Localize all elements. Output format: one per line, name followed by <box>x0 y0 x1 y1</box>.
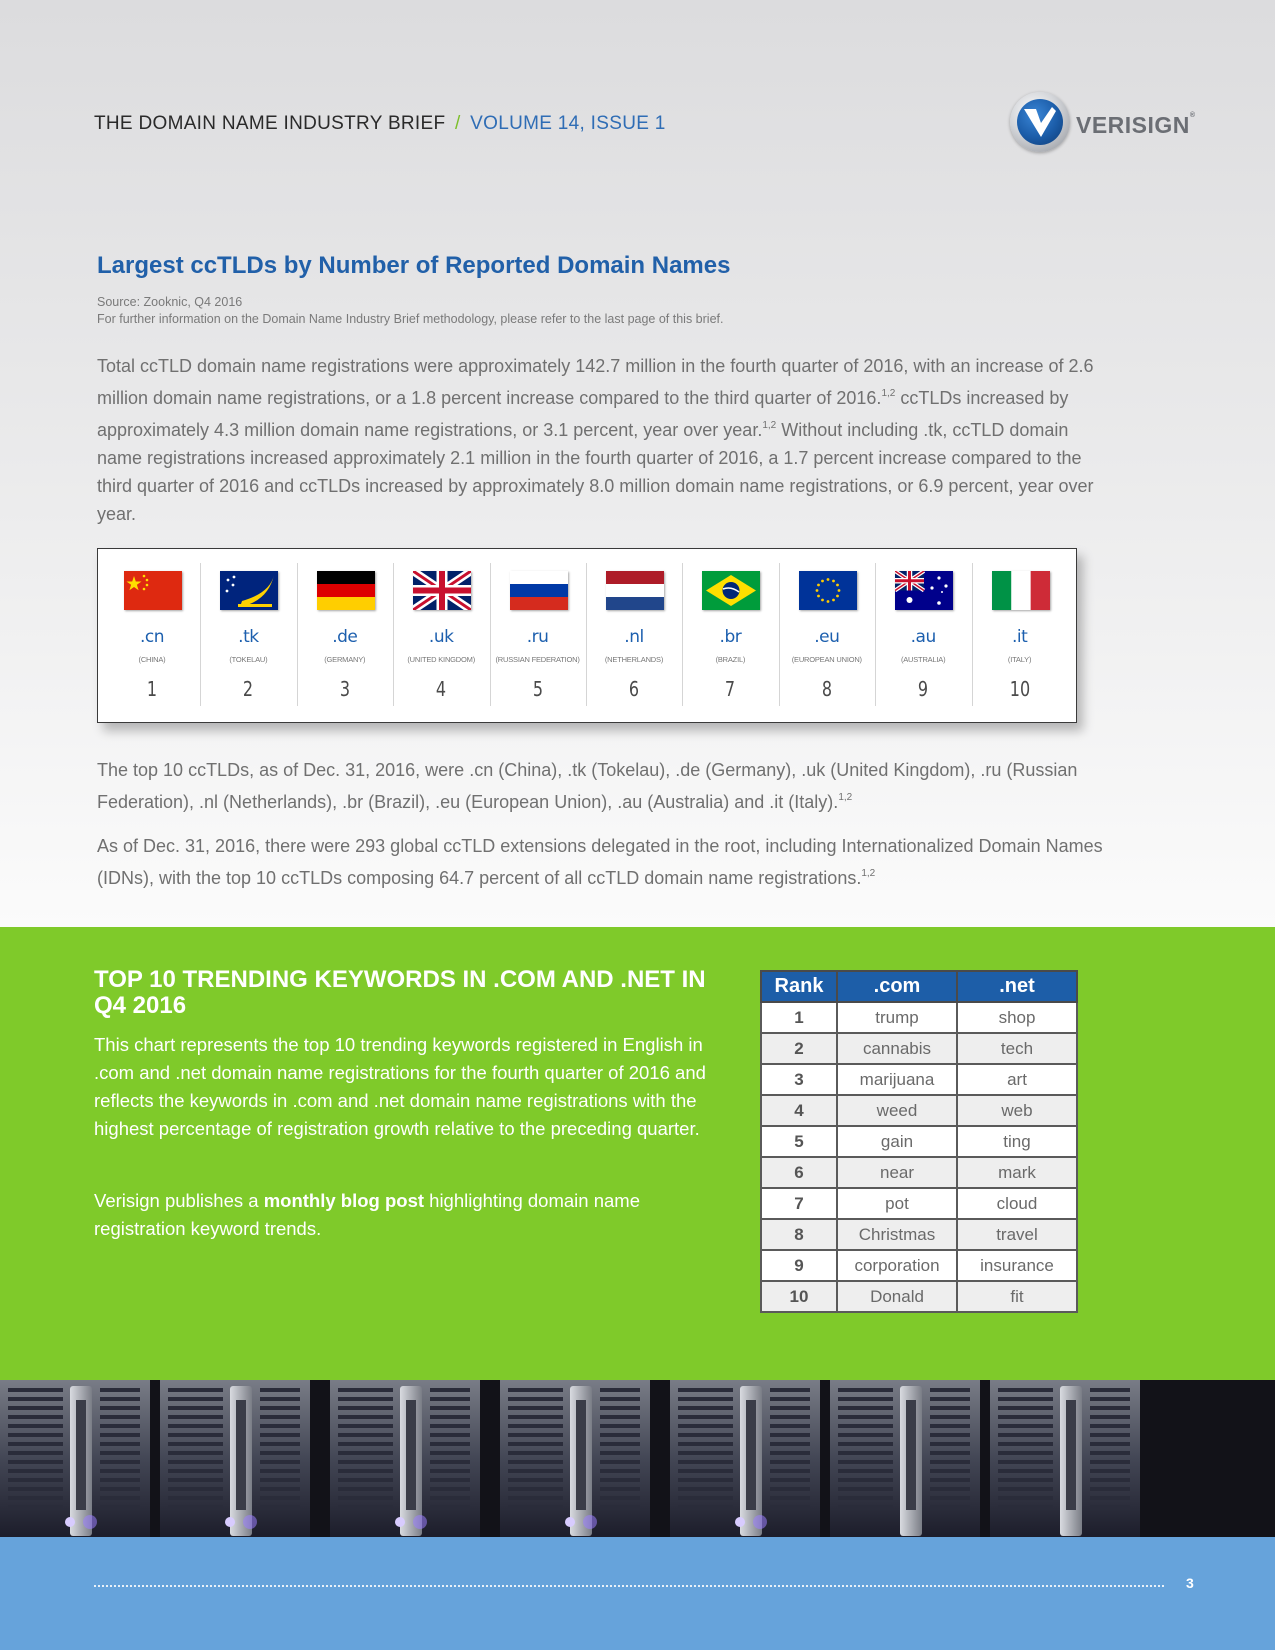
logo-registered-mark: ® <box>1189 112 1196 119</box>
table-row <box>761 1095 1077 1126</box>
source-note <box>97 294 723 328</box>
column-divider <box>682 563 683 706</box>
cctld-rank: 9 <box>918 677 929 701</box>
cctld-item <box>875 563 971 706</box>
footnote-ref: 1,2 <box>861 868 876 879</box>
net-keyword-cell: art <box>957 1064 1077 1095</box>
cctld-extension: .de <box>332 627 358 647</box>
server-rack-illustration <box>0 1380 1275 1537</box>
net-keyword-cell: cloud <box>957 1188 1077 1219</box>
server-rack-photo <box>0 1380 1275 1537</box>
column-divider <box>779 563 780 706</box>
cctld-rank: 4 <box>436 677 447 701</box>
com-keyword-cell: gain <box>837 1126 957 1157</box>
column-header-com: .com <box>837 971 957 1002</box>
top10-paragraph <box>97 756 1117 816</box>
section-title: Largest ccTLDs by Number of Reported Domain Names <box>97 252 731 279</box>
rank-cell: 9 <box>761 1250 837 1281</box>
cctld-item <box>200 563 296 706</box>
cctld-country: (UNITED KINGDOM) <box>407 655 475 664</box>
brief-header <box>94 113 666 135</box>
trending-title: TOP 10 TRENDING KEYWORDS IN .COM AND .NET IN Q4 2016 <box>94 966 706 1019</box>
column-header-net: .net <box>957 971 1077 1002</box>
logo-wordmark: VERISIGN <box>1076 112 1190 138</box>
monthly-blog-post-link[interactable]: monthly blog post <box>263 1190 425 1211</box>
com-keyword-cell: near <box>837 1157 957 1188</box>
paragraph-text: The top 10 ccTLDs, as of Dec. 31, 2016, were .cn (China), .tk (Tokelau), .de (Germany), .uk (United Kingdom), .ru (Russian Federation), .nl (Netherlands), .br (Brazil), .eu (European Union), .au (Australia) and .it (Italy). <box>97 760 1078 812</box>
com-keyword-cell: Christmas <box>837 1219 957 1250</box>
cctld-rank: 6 <box>628 677 640 701</box>
footnote-ref: 1,2 <box>838 792 853 803</box>
cctld-item <box>586 563 682 706</box>
footnote-ref: 1,2 <box>762 420 777 431</box>
cctld-ranking-panel <box>97 548 1077 723</box>
com-keyword-cell: marijuana <box>837 1064 957 1095</box>
table-row <box>761 1281 1077 1312</box>
cctld-rank: 8 <box>821 677 832 701</box>
rank-cell: 1 <box>761 1002 837 1033</box>
net-keyword-cell: ting <box>957 1126 1077 1157</box>
table-row <box>761 1188 1077 1219</box>
table-row <box>761 1064 1077 1095</box>
cctld-country: (CHINA) <box>138 655 166 664</box>
paragraph-text: As of Dec. 31, 2016, there were 293 global ccTLD extensions delegated in the root, including Internationalized Domain Names (IDNs), with the top 10 ccTLDs composing 64.7 percent of all ccTLD domain name registrations. <box>97 836 1103 888</box>
dotted-rule <box>94 1585 1164 1587</box>
cctld-country: (GERMANY) <box>324 655 366 664</box>
cctld-rank: 5 <box>532 677 543 701</box>
table-row <box>761 1219 1077 1250</box>
source-line: Source: Zooknic, Q4 2016 <box>97 295 243 309</box>
column-header-rank: Rank <box>761 971 837 1002</box>
net-keyword-cell: mark <box>957 1157 1077 1188</box>
table-row <box>761 1126 1077 1157</box>
page-footer <box>0 1537 1275 1650</box>
net-keyword-cell: shop <box>957 1002 1077 1033</box>
cctld-item <box>393 563 489 706</box>
com-keyword-cell: trump <box>837 1002 957 1033</box>
table-header-row <box>761 971 1077 1002</box>
cctld-rank: 10 <box>1009 677 1030 701</box>
com-keyword-cell: pot <box>837 1188 957 1219</box>
italy-flag-icon <box>992 571 1050 610</box>
com-keyword-cell: weed <box>837 1095 957 1126</box>
cctld-item <box>104 563 200 706</box>
extensions-paragraph <box>97 832 1117 892</box>
brazil-flag-icon <box>702 571 760 610</box>
cctld-extension: .nl <box>624 627 644 647</box>
rank-cell: 3 <box>761 1064 837 1095</box>
page-number: 3 <box>1186 1575 1194 1591</box>
trending-keywords-section <box>0 927 1275 1380</box>
russia-flag-icon <box>510 571 568 610</box>
cctld-country: (AUSTRALIA) <box>900 655 946 664</box>
com-keyword-cell: cannabis <box>837 1033 957 1064</box>
cctld-item <box>682 563 778 706</box>
blog-note-text: Verisign publishes a <box>94 1190 264 1211</box>
column-divider <box>393 563 394 706</box>
net-keyword-cell: insurance <box>957 1250 1077 1281</box>
blog-note-text: highlighting domain name registration keyword trends. <box>94 1190 640 1239</box>
cctld-item <box>972 563 1068 706</box>
cctld-extension: .br <box>719 627 742 647</box>
methodology-line: For further information on the Domain Name Industry Brief methodology, please refer to the last page of this brief. <box>97 312 724 326</box>
column-divider <box>200 563 201 706</box>
cctld-extension: .eu <box>814 627 840 647</box>
cctld-item <box>490 563 586 706</box>
footnote-ref: 1,2 <box>881 388 896 399</box>
paragraph-text: Without including .tk, ccTLD domain name registrations increased approximately 2.1 million in the fourth quarter of 2016, a 1.7 percent increase compared to the third quarter of 2016 and ccTLDs increased by approximately 8.0 million domain name registrations, or 6.9 percent, year over year. <box>97 420 1094 524</box>
cctld-extension: .it <box>1011 627 1028 647</box>
cctld-extension: .uk <box>428 627 454 647</box>
registrations-paragraph <box>97 352 1117 528</box>
rank-cell: 10 <box>761 1281 837 1312</box>
cctld-rank: 2 <box>243 677 254 701</box>
column-divider <box>875 563 876 706</box>
column-divider <box>972 563 973 706</box>
cctld-rank: 7 <box>725 677 736 701</box>
column-divider <box>297 563 298 706</box>
table-row <box>761 1002 1077 1033</box>
cctld-rank: 3 <box>339 677 350 701</box>
com-keyword-cell: corporation <box>837 1250 957 1281</box>
australia-flag-icon <box>895 571 953 610</box>
blog-note <box>94 1187 714 1243</box>
netherlands-flag-icon <box>606 571 664 610</box>
issue-label: VOLUME 14, ISSUE 1 <box>470 113 666 134</box>
cctld-country: (BRAZIL) <box>715 655 746 664</box>
table-row <box>761 1157 1077 1188</box>
cctld-extension: .au <box>910 627 936 647</box>
rank-cell: 7 <box>761 1188 837 1219</box>
cctld-country: (NETHERLANDS) <box>604 655 664 664</box>
uk-flag-icon <box>413 571 471 610</box>
tokelau-flag-icon <box>220 571 278 610</box>
column-divider <box>586 563 587 706</box>
rank-cell: 8 <box>761 1219 837 1250</box>
net-keyword-cell: travel <box>957 1219 1077 1250</box>
rank-cell: 6 <box>761 1157 837 1188</box>
china-flag-icon <box>124 571 182 610</box>
verisign-check-icon <box>1010 92 1070 152</box>
cctld-item <box>297 563 393 706</box>
net-keyword-cell: tech <box>957 1033 1077 1064</box>
net-keyword-cell: fit <box>957 1281 1077 1312</box>
cctld-item <box>779 563 875 706</box>
trending-description: This chart represents the top 10 trending keywords registered in English in .com and .net domain name registrations for the fourth quarter of 2016 and reflects the keywords in .com and .net domain name registrations with the highest percentage of registration growth relative to the preceding quarter. <box>94 1034 706 1139</box>
net-keyword-cell: web <box>957 1095 1077 1126</box>
header-slash: / <box>454 113 461 134</box>
keywords-table <box>760 970 1078 1313</box>
cctld-country: (EUROPEAN UNION) <box>791 655 862 664</box>
cctld-extension: .tk <box>238 627 259 647</box>
cctld-country: (TOKELAU) <box>229 655 268 664</box>
germany-flag-icon <box>317 571 375 610</box>
cctld-country: (RUSSIAN FEDERATION) <box>495 655 580 664</box>
paragraph-text: ccTLDs increased by approximately 4.3 million domain name registrations, or 3.1 percent, year over year. <box>97 388 1069 440</box>
column-divider <box>490 563 491 706</box>
rank-cell: 2 <box>761 1033 837 1064</box>
rank-cell: 4 <box>761 1095 837 1126</box>
brief-title: THE DOMAIN NAME INDUSTRY BRIEF <box>94 113 446 134</box>
cctld-extension: .ru <box>526 627 549 647</box>
eu-flag-icon <box>799 571 857 610</box>
rank-cell: 5 <box>761 1126 837 1157</box>
table-row <box>761 1250 1077 1281</box>
paragraph-text: Total ccTLD domain name registrations were approximately 142.7 million in the fourth quarter of 2016, with an increase of 2.6 million domain name registrations, or a 1.8 percent increase compared to the third quarter of 2016. <box>97 356 1094 408</box>
com-keyword-cell: Donald <box>837 1281 957 1312</box>
cctld-extension: .cn <box>139 627 165 647</box>
verisign-logo <box>1010 92 1200 156</box>
table-row <box>761 1033 1077 1064</box>
cctld-rank: 1 <box>146 677 158 701</box>
cctld-country: (ITALY) <box>1007 655 1032 664</box>
